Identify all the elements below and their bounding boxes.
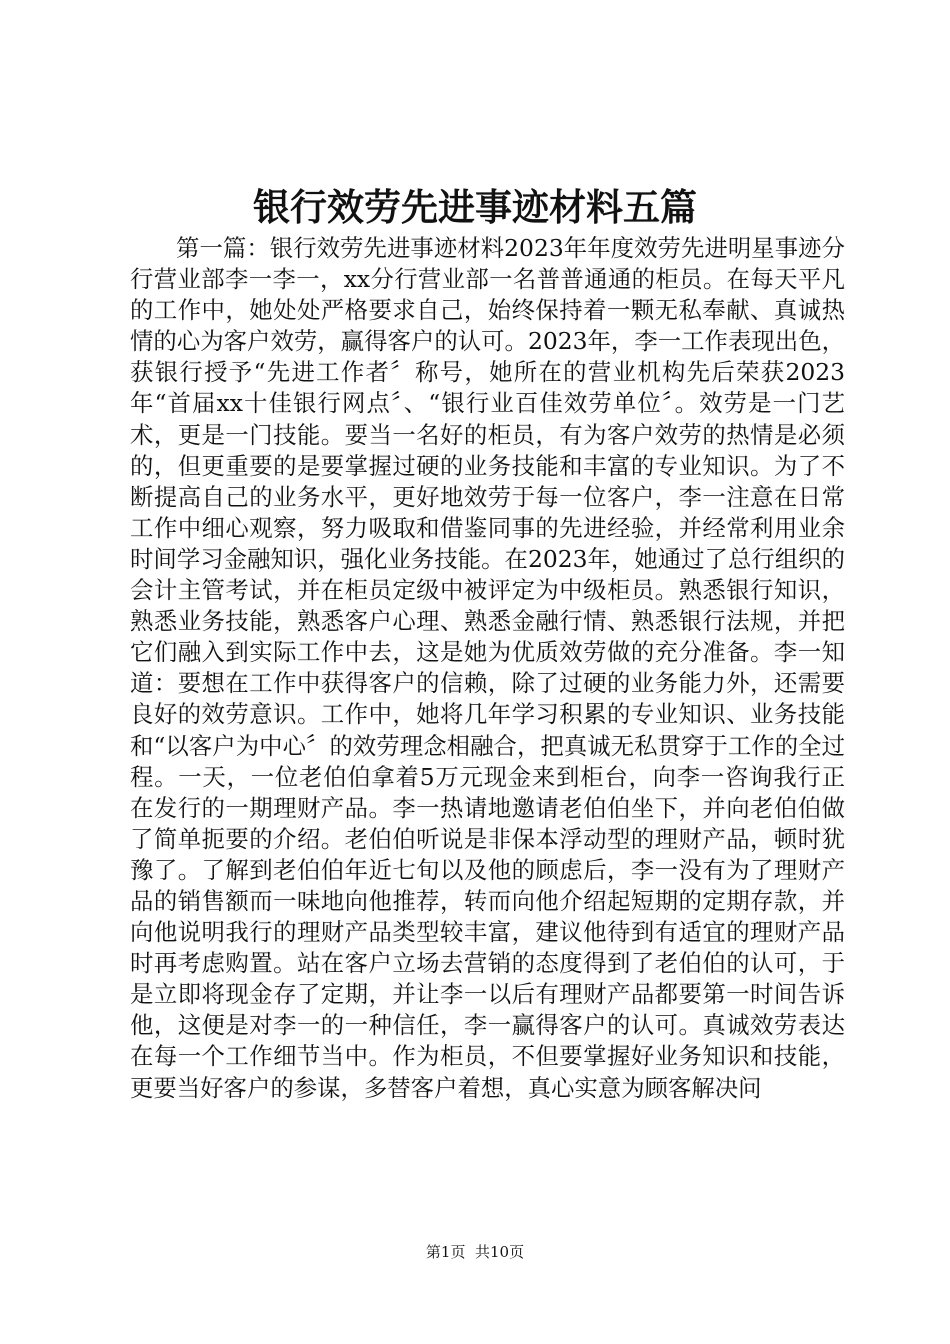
- page-number: 第1页 共10页: [425, 1243, 525, 1261]
- document-title: 银行效劳先进事迹材料五篇: [253, 185, 697, 229]
- page-footer: [0, 1242, 950, 1262]
- document-body: 第一篇：银行效劳先进事迹材料2023年年度效劳先进明星事迹分行营业部李一李一，xx分行营业部一名普普通通的柜员。在每天平凡的工作中，她处处严格要求自己，始终保持着一颗无私奉献、真诚热情的心为客户效劳，赢得客户的认可。2023年，李一工作表现出色，获银行授予“先进工作者〞称号，她所在的营业机构先后荣获2023年“首届xx十佳银行网点〞、“银行业百佳效劳单位〞。效劳是一门艺术，更是一门技能。要当一名好的柜员，有为客户效劳的热情是必须的，但更重要的是要掌握过硬的业务技能和丰富的专业知识。为了不断提高自己的业务水平，更好地效劳于每一位客户，李一注意在日常工作中细心观察，努力吸取和借鉴同事的先进经验，并经常利用业余时间学习金融知识，强化业务技能。在2023年，她通过了总行组织的会计主管考试，并在柜员定级中被评定为中级柜员。熟悉银行知识，熟悉业务技能，熟悉客户心理、熟悉金融行情、熟悉银行法规，并把它们融入到实际工作中去，这是她为优质效劳做的充分准备。李一知道：要想在工作中获得客户的信赖，除了过硬的业务能力外，还需要良好的效劳意识。工作中，她将几年学习积累的专业知识、业务技能和“以客户为中心〞的效劳理念相融合，把真诚无私贯穿于工作的全过程。一天，一位老伯伯拿着5万元现金来到柜台，向李一咨询我行正在发行的一期理财产品。李一热请地邀请老伯伯坐下，并向老伯伯做了简单扼要的介绍。老伯伯听说是非保本浮动型的理财产品，顿时犹豫了。了解到老伯伯年近七旬以及他的顾虑后，李一没有为了理财产品的销售额而一味地向他推荐，转而向他介绍起短期的定期存款，并向他说明我行的理财产品类型较丰富，建议他待到有适宜的理财产品时再考虑购置。站在客户立场去营销的态度得到了老伯伯的认可，于是立即将现金存了定期，并让李一以后有理财产品都要第一时间告诉他，这便是对李一的一种信任，李一赢得客户的认可。真诚效劳表达在每一个工作细节当中。作为柜员，不但要掌握好业务知识和技能，更要当好客户的参谋，多替客户着想，真心实意为顾客解决问: [130, 234, 845, 1102]
